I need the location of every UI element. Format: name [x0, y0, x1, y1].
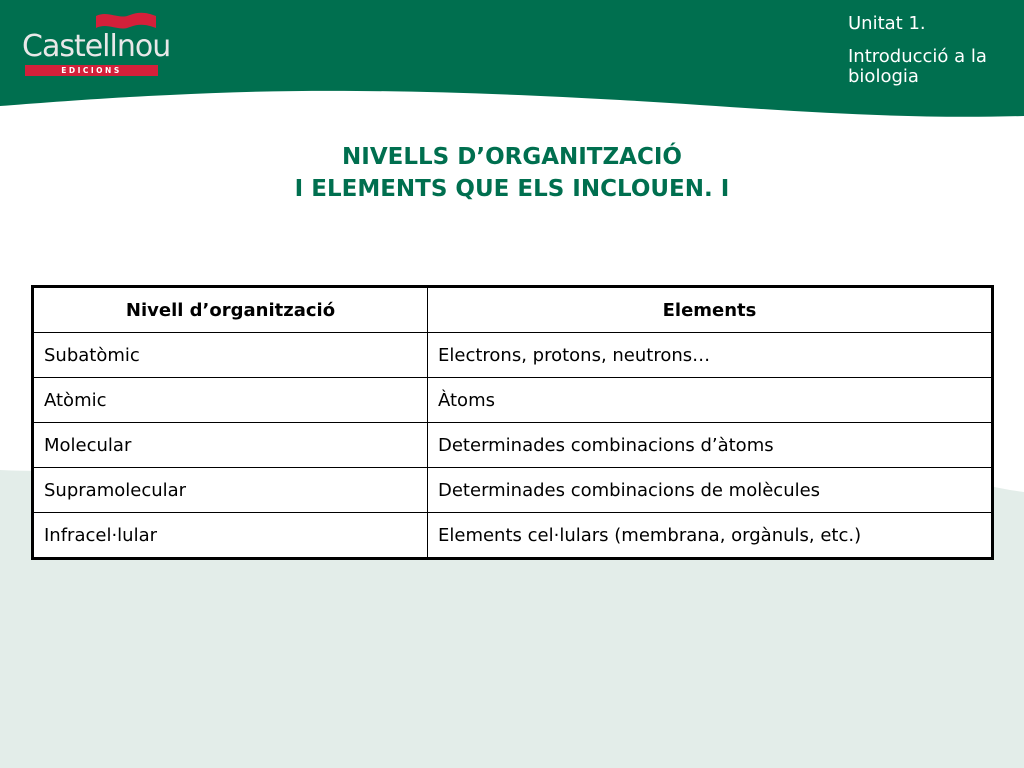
- header-level: Nivell d’organització: [33, 287, 428, 333]
- table-row: [33, 468, 993, 513]
- level-cell: Molecular: [33, 423, 428, 468]
- elements-cell: Determinades combinacions de molècules: [428, 468, 993, 513]
- level-cell: Atòmic: [33, 378, 428, 423]
- title-line-2: I ELEMENTS QUE ELS INCLOUEN. I: [294, 176, 730, 202]
- elements-cell: Àtoms: [428, 378, 993, 423]
- elements-cell: Electrons, protons, neutrons…: [428, 333, 993, 378]
- table-row: [33, 333, 993, 378]
- header-elements: Elements: [428, 287, 993, 333]
- logo-name: Castellnou: [22, 29, 171, 64]
- level-cell: Subatòmic: [33, 333, 428, 378]
- slide-title: [0, 141, 1024, 205]
- unit-header: [848, 14, 1018, 87]
- table-row: [33, 378, 993, 423]
- unit-topic: Introducció a la biologia: [848, 46, 987, 87]
- elements-cell: Elements cel·lulars (membrana, orgànuls, etc.): [428, 513, 993, 559]
- level-cell: Infracel·lular: [33, 513, 428, 559]
- organization-levels-table: [31, 285, 994, 560]
- table-row: [33, 423, 993, 468]
- table-row: [33, 513, 993, 559]
- unit-label: Unitat 1.: [848, 13, 926, 34]
- logo-subtitle: EDICIONS: [25, 65, 158, 76]
- title-line-1: NIVELLS D’ORGANITZACIÓ: [342, 144, 682, 170]
- elements-cell: Determinades combinacions d’àtoms: [428, 423, 993, 468]
- castellnou-logo: [22, 10, 171, 80]
- level-cell: Supramolecular: [33, 468, 428, 513]
- table-header-row: [33, 287, 993, 333]
